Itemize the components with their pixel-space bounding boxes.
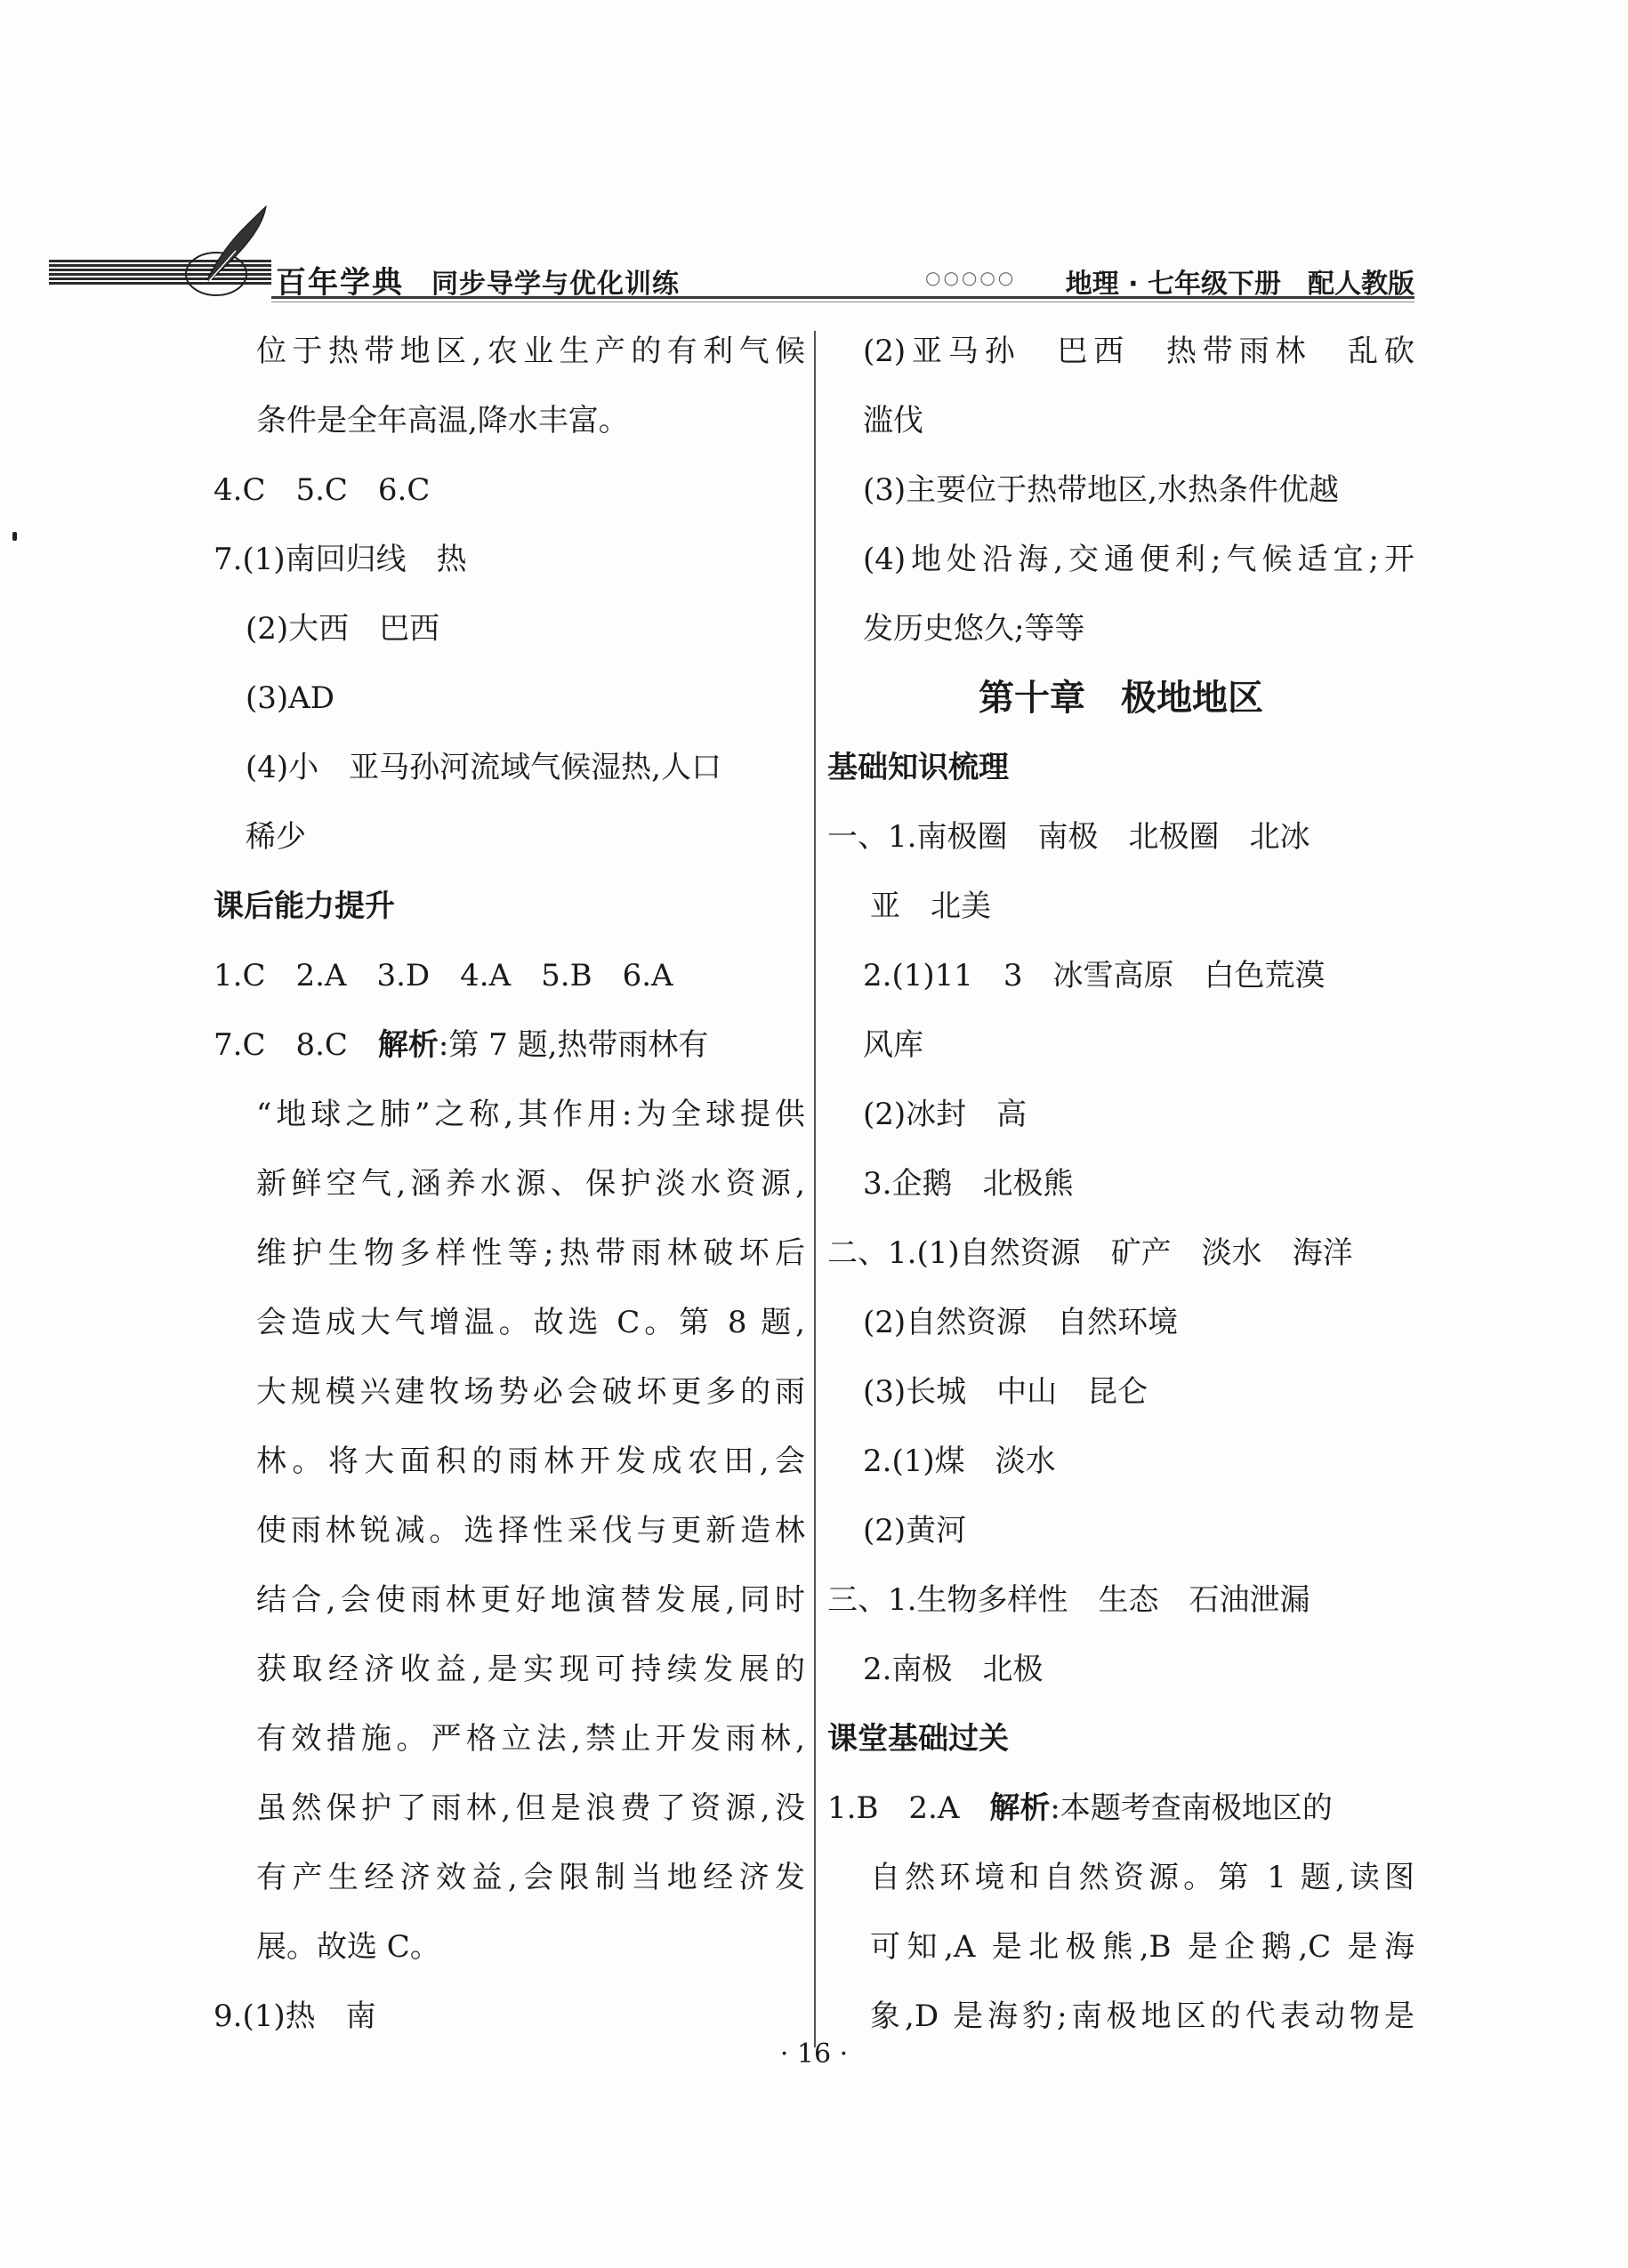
answer-line: 2.(1)11 3 冰雪高原 白色荒漠 — [863, 958, 1326, 993]
answer-line: (2)黄河 — [863, 1513, 967, 1548]
chapter-title: 第十章 极地地区 — [979, 678, 1263, 719]
answer-line: 三、1.生物多样性 生态 石油泄漏 — [827, 1582, 1310, 1618]
text-line: 自然环境和自然资源。第 1 题,读图 — [870, 1860, 1414, 1895]
text-line: 展。故选 C。 — [256, 1929, 440, 1965]
answer-line: 发历史悠久;等等 — [863, 611, 1085, 647]
left-column — [214, 317, 805, 2051]
answer-line — [214, 1010, 805, 1080]
answer-line: 9.(1)热 南 — [214, 1999, 376, 2034]
answer-line: (4)小 亚马孙河流域气候湿热,人口 — [246, 750, 721, 785]
answer-line: 亚 北美 — [870, 889, 991, 924]
answer-line: 2.(1)煤 淡水 — [863, 1444, 1056, 1479]
text-line: 象,D 是海豹;南极地区的代表动物是 — [870, 1999, 1414, 2034]
text-line: “地球之肺”之称,其作用:为全球提供 — [256, 1097, 805, 1132]
section-heading: 课堂基础过关 — [827, 1721, 1009, 1757]
analysis-label: 解析 — [989, 1790, 1051, 1826]
book-info: 地理 · 七年级下册 配人教版 — [1065, 269, 1414, 300]
text-line: 大规模兴建牧场势必会破坏更多的雨 — [256, 1374, 805, 1410]
answer-line: (2)亚马孙 巴西 热带雨林 乱砍 — [863, 334, 1414, 369]
text-line: 有产生经济效益,会限制当地经济发 — [256, 1860, 805, 1895]
analysis-text: :第 7 题,热带雨林有 — [438, 1027, 709, 1063]
answer-line: 3.企鹅 北极熊 — [863, 1166, 1074, 1202]
text-line: 使雨林锐减。选择性采伐与更新造林 — [256, 1513, 805, 1548]
answer-line: (2)大西 巴西 — [246, 611, 440, 647]
text-line: 会造成大气增温。故选 C。第 8 题, — [256, 1305, 805, 1340]
text-line: 结合,会使雨林更好地演替发展,同时 — [256, 1582, 805, 1618]
text-line: 维护生物多样性等;热带雨林破坏后 — [256, 1235, 805, 1271]
answer-line: (3)长城 中山 昆仑 — [863, 1374, 1148, 1410]
answer-text: 1.B 2.A — [827, 1790, 990, 1826]
answer-line — [827, 1773, 1414, 1843]
answer-line: (3)AD — [246, 680, 334, 716]
answer-text: 7.C 8.C — [214, 1027, 378, 1063]
text-line: 虽然保护了雨林,但是浪费了资源,没 — [256, 1790, 805, 1826]
answer-line: (2)冰封 高 — [863, 1097, 1028, 1132]
scan-speck — [12, 532, 17, 541]
answer-line: 滥伐 — [863, 403, 923, 438]
analysis-label: 解析 — [377, 1027, 439, 1063]
answer-line: 7.(1)南回归线 热 — [214, 542, 467, 577]
brand-title: 百年学典 — [276, 265, 404, 301]
text-line: 新鲜空气,涵养水源、保护淡水资源, — [256, 1166, 805, 1202]
page-header — [49, 205, 1414, 302]
page-number: · 16 · — [779, 2039, 849, 2070]
answer-line: 稀少 — [246, 819, 306, 855]
text-line: 位于热带地区,农业生产的有利气候 — [256, 334, 805, 369]
answer-line: 2.南极 北极 — [863, 1652, 1044, 1687]
section-heading: 课后能力提升 — [214, 889, 395, 924]
answer-line: 4.C 5.C 6.C — [214, 472, 431, 508]
answer-line: 二、1.(1)自然资源 矿产 淡水 海洋 — [827, 1235, 1353, 1271]
answer-line: 1.C 2.A 3.D 4.A 5.B 6.A — [214, 958, 673, 993]
series-subtitle: 同步导学与优化训练 — [431, 269, 680, 300]
answer-line: (2)自然资源 自然环境 — [863, 1305, 1179, 1340]
header-dots: ○○○○○ — [925, 267, 1017, 288]
text-line: 条件是全年高温,降水丰富。 — [256, 403, 629, 438]
column-divider — [814, 331, 816, 2047]
answer-line: 风库 — [863, 1027, 923, 1063]
text-line: 林。将大面积的雨林开发成农田,会 — [256, 1444, 805, 1479]
answer-line: 一、1.南极圈 南极 北极圈 北冰 — [827, 819, 1310, 855]
analysis-text: :本题考查南极地区的 — [1050, 1790, 1333, 1826]
text-line: 获取经济收益,是实现可持续发展的 — [256, 1652, 805, 1687]
text-line: 有效措施。严格立法,禁止开发雨林, — [256, 1721, 805, 1757]
answer-line: (4)地处沿海,交通便利;气候适宜;开 — [863, 542, 1414, 577]
quill-icon — [173, 205, 271, 302]
section-heading: 基础知识梳理 — [827, 750, 1009, 785]
text-line: 可知,A 是北极熊,B 是企鹅,C 是海 — [870, 1929, 1414, 1965]
right-column — [827, 317, 1414, 2051]
answer-line: (3)主要位于热带地区,水热条件优越 — [863, 472, 1339, 508]
